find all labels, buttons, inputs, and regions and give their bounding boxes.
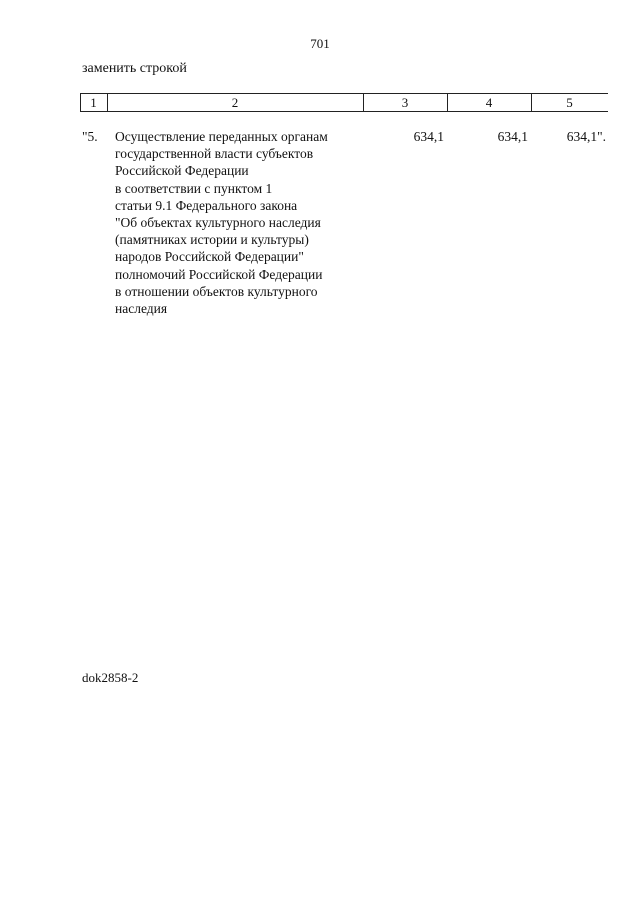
- row-number: "5.: [82, 129, 98, 144]
- description-line: Российской Федерации: [115, 163, 249, 179]
- page-number: 701: [310, 36, 330, 51]
- header-col-1: 1: [90, 95, 97, 110]
- description-line: статьи 9.1 Федерального закона: [115, 197, 298, 213]
- description-line: государственной власти субъектов: [115, 146, 314, 162]
- table-header: [80, 93, 608, 112]
- row-description: [115, 128, 375, 317]
- description-line: полномочий Российской Федерации: [115, 266, 323, 282]
- header-col-5: 5: [566, 95, 573, 110]
- description-line: в отношении объектов культурного: [115, 283, 318, 299]
- description-line: "Об объектах культурного наследия: [115, 215, 321, 231]
- description-line: народов Российской Федерации": [115, 249, 304, 265]
- header-col-3: 3: [401, 95, 409, 110]
- row-value-col-5: 634,1".: [566, 129, 606, 144]
- header-col-4: 4: [485, 95, 493, 110]
- description-line: Осуществление переданных органам: [115, 129, 328, 144]
- row-value-col-4: 634,1: [497, 129, 528, 144]
- row-value-col-3: 634,1: [413, 129, 444, 144]
- header-col-2: 2: [231, 95, 239, 110]
- description-line: наследия: [115, 301, 168, 317]
- intro-text: заменить строкой: [82, 61, 187, 76]
- description-line: в соответствии с пунктом 1: [115, 180, 273, 196]
- document-code: dok2858-2: [82, 670, 139, 685]
- description-line: (памятниках истории и культуры): [115, 232, 309, 248]
